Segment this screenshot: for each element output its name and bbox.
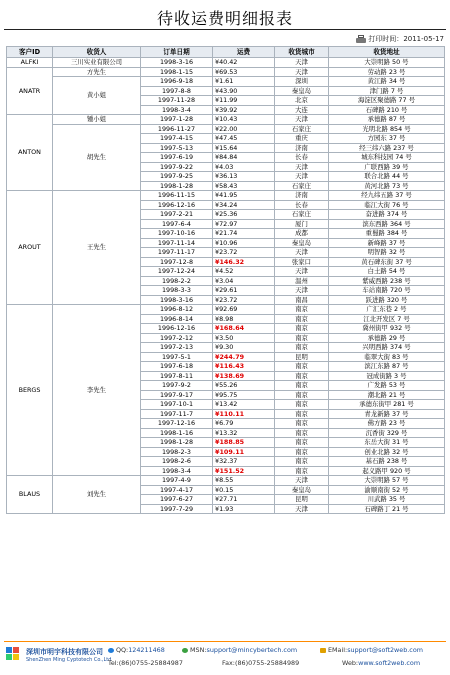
freight-cell: ¥0.15 [213, 485, 275, 495]
qq-number: 124211468 [128, 646, 165, 654]
order-date-cell: 1997-8-8 [141, 86, 213, 96]
freight-cell: ¥41.95 [213, 191, 275, 201]
freight-cell: ¥8.55 [213, 476, 275, 486]
address-cell: 渝顺南街 52 号 [329, 485, 445, 495]
city-cell: 秦皇岛 [275, 86, 329, 96]
order-date-cell: 1996-11-15 [141, 191, 213, 201]
freight-cell: ¥110.11 [213, 409, 275, 419]
company-name: 深圳市明宇科技有限公司 [26, 648, 103, 656]
city-cell: 济南 [275, 191, 329, 201]
order-date-cell: 1997-6-4 [141, 219, 213, 229]
col-header-address: 收货地址 [329, 47, 445, 58]
city-cell: 昆明 [275, 352, 329, 362]
city-cell: 南京 [275, 390, 329, 400]
consignee-cell: 锺小姐 [53, 115, 141, 125]
freight-cell: ¥188.85 [213, 438, 275, 448]
freight-cell: ¥39.92 [213, 105, 275, 115]
freight-cell: ¥146.32 [213, 257, 275, 267]
fax-number: (86)0755-25884989 [234, 659, 300, 667]
address-cell: 广发路 53 号 [329, 381, 445, 391]
freight-cell: ¥15.64 [213, 143, 275, 153]
col-header-consignee: 收货人 [53, 47, 141, 58]
freight-cell: ¥11.99 [213, 96, 275, 106]
address-cell: 明智路 32 号 [329, 248, 445, 258]
logo-square-3 [6, 654, 12, 660]
address-cell: 光明北路 854 号 [329, 124, 445, 134]
freight-cell: ¥109.11 [213, 447, 275, 457]
city-cell: 石家庄 [275, 181, 329, 191]
address-cell: 黄石碑东街 37 号 [329, 257, 445, 267]
order-date-cell: 1997-6-18 [141, 362, 213, 372]
footer-qq: QQ:124211468 [108, 646, 165, 654]
order-date-cell: 1997-9-25 [141, 172, 213, 182]
order-date-cell: 1997-9-22 [141, 162, 213, 172]
freight-cell: ¥34.24 [213, 200, 275, 210]
col-header-freight: 运费 [213, 47, 275, 58]
city-cell: 厦门 [275, 219, 329, 229]
city-cell: 南京 [275, 343, 329, 353]
footer-tel: Tel:(86)0755-25884987 [108, 659, 183, 667]
email-link[interactable]: support@soft2web.com [347, 646, 423, 654]
city-cell: 天津 [275, 172, 329, 182]
printer-icon[interactable] [356, 35, 366, 44]
address-cell: 大崇明路 57 号 [329, 476, 445, 486]
city-cell: 石家庄 [275, 210, 329, 220]
address-cell: 车站南路 720 号 [329, 286, 445, 296]
customer-id-cell: AROUT [7, 191, 53, 305]
freight-cell: ¥21.74 [213, 229, 275, 239]
city-cell: 天津 [275, 115, 329, 125]
report-title: 待收运费明细报表 [156, 9, 293, 28]
city-cell: 南京 [275, 428, 329, 438]
freight-cell: ¥47.45 [213, 134, 275, 144]
freight-cell: ¥95.75 [213, 390, 275, 400]
city-cell: 石家庄 [275, 124, 329, 134]
city-cell: 重庆 [275, 134, 329, 144]
order-date-cell: 1997-5-13 [141, 143, 213, 153]
logo-square-1 [6, 647, 12, 653]
table-body [7, 58, 445, 514]
consignee-cell: 黄小姐 [53, 77, 141, 115]
city-cell: 张家口 [275, 257, 329, 267]
address-cell: 川武路 35 号 [329, 495, 445, 505]
freight-cell: ¥29.61 [213, 286, 275, 296]
city-cell: 南京 [275, 305, 329, 315]
address-cell: 白土路 54 号 [329, 267, 445, 277]
address-cell: 滨东西路 364 号 [329, 219, 445, 229]
address-cell: 冀州街甲 932 号 [329, 324, 445, 334]
freight-cell: ¥69.53 [213, 67, 275, 77]
order-date-cell: 1997-10-16 [141, 229, 213, 239]
order-date-cell: 1997-7-29 [141, 504, 213, 514]
address-cell: 潮北路 21 号 [329, 390, 445, 400]
city-cell: 南京 [275, 447, 329, 457]
website-link[interactable]: www.soft2web.com [358, 659, 421, 667]
freight-cell: ¥92.69 [213, 305, 275, 315]
order-date-cell: 1998-3-16 [141, 295, 213, 305]
city-cell: 秦皇岛 [275, 485, 329, 495]
address-cell: 跃进路 320 号 [329, 295, 445, 305]
order-date-cell: 1998-1-28 [141, 438, 213, 448]
freight-cell: ¥4.52 [213, 267, 275, 277]
consignee-cell: 刘先生 [53, 476, 141, 514]
footer-email: EMail:support@soft2web.com [320, 646, 423, 654]
footer-divider [4, 641, 446, 642]
order-date-cell: 1997-9-17 [141, 390, 213, 400]
freight-cell: ¥55.26 [213, 381, 275, 391]
city-cell: 天津 [275, 248, 329, 258]
freight-cell: ¥13.42 [213, 400, 275, 410]
city-cell: 大连 [275, 105, 329, 115]
col-header-order-date: 订单日期 [141, 47, 213, 58]
consignee-cell: 三川实业有限公司 [53, 58, 141, 68]
freight-cell: ¥10.43 [213, 115, 275, 125]
city-cell: 天津 [275, 67, 329, 77]
address-cell: 起义路甲 920 号 [329, 466, 445, 476]
city-cell: 天津 [275, 162, 329, 172]
city-cell: 南京 [275, 324, 329, 334]
table-row [7, 476, 445, 486]
order-date-cell: 1998-3-4 [141, 105, 213, 115]
order-date-cell: 1997-11-7 [141, 409, 213, 419]
table-row [7, 305, 445, 315]
freight-cell: ¥10.96 [213, 238, 275, 248]
address-cell: 经九纬五路 37 号 [329, 191, 445, 201]
order-date-cell: 1997-6-19 [141, 153, 213, 163]
address-cell: 冠成街路 3 号 [329, 371, 445, 381]
city-cell: 南京 [275, 419, 329, 429]
table-row [7, 77, 445, 87]
customer-id-cell: ANTON [7, 115, 53, 191]
freight-cell: ¥116.43 [213, 362, 275, 372]
address-cell: 奋进路 374 号 [329, 210, 445, 220]
address-cell: 石碑路丁 21 号 [329, 504, 445, 514]
city-cell: 南京 [275, 466, 329, 476]
address-cell: 津门路 7 号 [329, 86, 445, 96]
order-date-cell: 1997-10-1 [141, 400, 213, 410]
freight-cell: ¥1.61 [213, 77, 275, 87]
address-cell: 创业北路 32 号 [329, 447, 445, 457]
logo-square-4 [13, 654, 19, 660]
freight-cell: ¥3.04 [213, 276, 275, 286]
city-cell: 南京 [275, 333, 329, 343]
freight-cell: ¥43.90 [213, 86, 275, 96]
address-cell: 黄江路 34 号 [329, 77, 445, 87]
city-cell: 天津 [275, 267, 329, 277]
address-cell: 承德路 87 号 [329, 115, 445, 125]
order-date-cell: 1997-4-9 [141, 476, 213, 486]
address-cell: 临江大街 76 号 [329, 200, 445, 210]
freight-cell: ¥25.36 [213, 210, 275, 220]
consignee-cell: 王先生 [53, 191, 141, 305]
order-date-cell: 1998-3-3 [141, 286, 213, 296]
city-cell: 昆明 [275, 495, 329, 505]
address-cell: 大崇明路 50 号 [329, 58, 445, 68]
address-cell: 基石路 238 号 [329, 457, 445, 467]
table-row [7, 58, 445, 68]
city-cell: 南京 [275, 409, 329, 419]
city-cell: 成都 [275, 229, 329, 239]
order-date-cell: 1997-4-17 [141, 485, 213, 495]
title-divider [4, 29, 446, 30]
msn-icon [182, 648, 188, 653]
table-row [7, 115, 445, 125]
city-cell: 济南 [275, 143, 329, 153]
address-cell: 承德东街甲 281 号 [329, 400, 445, 410]
city-cell: 南京 [275, 438, 329, 448]
address-cell: 海淀区聚德路 77 号 [329, 96, 445, 106]
city-cell: 南京 [275, 362, 329, 372]
address-cell: 沉香街 329 号 [329, 428, 445, 438]
city-cell: 天津 [275, 58, 329, 68]
order-date-cell: 1997-8-11 [141, 371, 213, 381]
address-cell: 滨江东路 87 号 [329, 362, 445, 372]
tel-number: (86)0755-25884987 [118, 659, 183, 667]
freight-cell: ¥22.00 [213, 124, 275, 134]
address-cell: 方园东 37 号 [329, 134, 445, 144]
order-date-cell: 1997-9-2 [141, 381, 213, 391]
freight-cell: ¥168.64 [213, 324, 275, 334]
order-date-cell: 1998-2-6 [141, 457, 213, 467]
city-cell: 南昌 [275, 295, 329, 305]
freight-cell: ¥138.69 [213, 371, 275, 381]
address-cell: 紫威西路 238 号 [329, 276, 445, 286]
order-date-cell: 1998-3-16 [141, 58, 213, 68]
address-cell: 劳动路 23 号 [329, 67, 445, 77]
msn-link[interactable]: support@mincybertech.com [206, 646, 298, 654]
address-cell: 新峰路 37 号 [329, 238, 445, 248]
customer-id-cell: ALFKI [7, 58, 53, 68]
freight-cell: ¥23.72 [213, 295, 275, 305]
order-date-cell: 1997-11-14 [141, 238, 213, 248]
table-row [7, 67, 445, 77]
table-row [7, 191, 445, 201]
freight-table [6, 46, 445, 514]
order-date-cell: 1998-1-28 [141, 181, 213, 191]
order-date-cell: 1997-2-21 [141, 210, 213, 220]
logo-square-2 [13, 647, 19, 653]
freight-cell: ¥9.30 [213, 343, 275, 353]
table-row [7, 124, 445, 134]
freight-cell: ¥58.43 [213, 181, 275, 191]
freight-cell: ¥13.32 [213, 428, 275, 438]
order-date-cell: 1997-6-27 [141, 495, 213, 505]
address-cell: 佛方路 23 号 [329, 419, 445, 429]
city-cell: 温州 [275, 276, 329, 286]
freight-cell: ¥6.79 [213, 419, 275, 429]
freight-cell: ¥8.98 [213, 314, 275, 324]
order-date-cell: 1996-8-12 [141, 305, 213, 315]
col-header-customer-id: 客户ID [7, 47, 53, 58]
city-cell: 长春 [275, 153, 329, 163]
freight-cell: ¥23.72 [213, 248, 275, 258]
freight-cell: ¥32.37 [213, 457, 275, 467]
company-logo-icon [6, 647, 24, 665]
address-cell: 石碑路 210 号 [329, 105, 445, 115]
order-date-cell: 1996-11-27 [141, 124, 213, 134]
qq-icon [108, 648, 114, 653]
order-date-cell: 1997-4-15 [141, 134, 213, 144]
print-time-value: 2011-05-17 [403, 35, 444, 43]
consignee-cell: 方先生 [53, 67, 141, 77]
address-cell: 承德路 29 号 [329, 333, 445, 343]
company-name-en: ShenZhen Ming Cyptotech Co.,Ltd [26, 657, 112, 663]
address-cell: 广联西路 39 号 [329, 162, 445, 172]
print-time-label: 打印时间： [368, 35, 404, 43]
freight-cell: ¥40.42 [213, 58, 275, 68]
footer-msn: MSN:support@mincybertech.com [182, 646, 297, 654]
order-date-cell: 1997-12-16 [141, 419, 213, 429]
consignee-cell: 李先生 [53, 305, 141, 476]
freight-cell: ¥27.71 [213, 495, 275, 505]
order-date-cell: 1997-1-28 [141, 115, 213, 125]
order-date-cell: 1998-2-2 [141, 276, 213, 286]
order-date-cell: 1997-2-13 [141, 343, 213, 353]
freight-cell: ¥3.50 [213, 333, 275, 343]
freight-cell: ¥244.79 [213, 352, 275, 362]
city-cell: 北京 [275, 96, 329, 106]
address-cell: 兴明西路 374 号 [329, 343, 445, 353]
address-cell: 重蜀路 384 号 [329, 229, 445, 239]
city-cell: 长春 [275, 200, 329, 210]
footer-fax: Fax:(86)0755-25884989 [222, 659, 300, 667]
order-date-cell: 1997-12-24 [141, 267, 213, 277]
email-icon [320, 648, 326, 653]
table-header-row [7, 47, 445, 58]
address-cell: 临翠大街 83 号 [329, 352, 445, 362]
order-date-cell: 1997-12-8 [141, 257, 213, 267]
city-cell: 南京 [275, 400, 329, 410]
address-cell: 青龙新路 37 号 [329, 409, 445, 419]
footer [0, 641, 450, 675]
address-cell: 城东科技园 74 号 [329, 153, 445, 163]
address-cell: 广汇东巷 2 号 [329, 305, 445, 315]
order-date-cell: 1998-1-16 [141, 428, 213, 438]
order-date-cell: 1996-12-16 [141, 324, 213, 334]
freight-cell: ¥1.93 [213, 504, 275, 514]
col-header-city: 收货城市 [275, 47, 329, 58]
address-cell: 江北开发区 7 号 [329, 314, 445, 324]
order-date-cell: 1998-2-3 [141, 447, 213, 457]
city-cell: 天津 [275, 286, 329, 296]
customer-id-cell: ANATR [7, 67, 53, 115]
city-cell: 南京 [275, 371, 329, 381]
order-date-cell: 1997-11-28 [141, 96, 213, 106]
footer-web: Web:www.soft2web.com [342, 659, 421, 667]
freight-cell: ¥72.97 [213, 219, 275, 229]
address-cell: 经三纬六路 237 号 [329, 143, 445, 153]
city-cell: 深圳 [275, 77, 329, 87]
city-cell: 秦皇岛 [275, 238, 329, 248]
consignee-cell: 胡先生 [53, 124, 141, 191]
freight-cell: ¥84.84 [213, 153, 275, 163]
city-cell: 天津 [275, 504, 329, 514]
customer-id-cell: BLAUS [7, 476, 53, 514]
customer-id-cell: BERGS [7, 305, 53, 476]
freight-cell: ¥4.03 [213, 162, 275, 172]
order-date-cell: 1997-11-17 [141, 248, 213, 258]
order-date-cell: 1998-1-15 [141, 67, 213, 77]
order-date-cell: 1996-9-18 [141, 77, 213, 87]
address-cell: 联合北路 44 号 [329, 172, 445, 182]
order-date-cell: 1996-8-14 [141, 314, 213, 324]
order-date-cell: 1997-2-12 [141, 333, 213, 343]
city-cell: 天津 [275, 476, 329, 486]
order-date-cell: 1997-5-1 [141, 352, 213, 362]
address-cell: 东岳大街 31 号 [329, 438, 445, 448]
order-date-cell: 1996-12-16 [141, 200, 213, 210]
freight-cell: ¥151.52 [213, 466, 275, 476]
freight-cell: ¥36.13 [213, 172, 275, 182]
city-cell: 南京 [275, 381, 329, 391]
address-cell: 黄河北路 73 号 [329, 181, 445, 191]
city-cell: 南京 [275, 457, 329, 467]
city-cell: 南京 [275, 314, 329, 324]
order-date-cell: 1998-3-4 [141, 466, 213, 476]
print-time-row[interactable] [356, 33, 444, 45]
